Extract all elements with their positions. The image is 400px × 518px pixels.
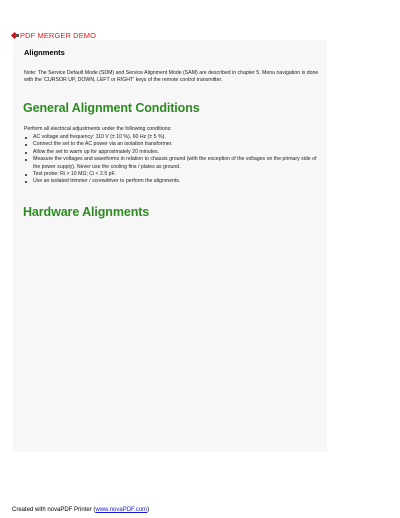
novapdf-link[interactable]: www.novaPDF.com xyxy=(95,507,148,513)
pdf-logo-icon xyxy=(12,32,20,39)
list-item: Use an isolated trimmer / screwdriver to perform the alignments. xyxy=(24,178,324,185)
list-item: Measure the voltages and waveforms in relation to chassis ground (with the exception of the voltages on the primary side of the power supply). Never use the cooling fins / plates as ground. xyxy=(24,156,324,171)
note-paragraph: Note: The Service Default Mode (SDM) and Service Alignment Mode (SAM) are described in chapter 5. Menu navigation is done with the 'CURSOR UP, DOWN, LEFT or RIGHT' keys of the remote control transmitter. xyxy=(24,70,319,84)
conditions-list xyxy=(24,134,324,186)
hardware-alignments-heading: Hardware Alignments xyxy=(23,205,150,219)
list-item: Allow the set to warm up for approximately 20 minutes. xyxy=(24,149,324,156)
list-item: Test probe: Ri > 10 MΩ; Ci < 2.5 pF. xyxy=(24,171,324,178)
banner-text: PDF MERGER DEMO xyxy=(20,31,97,40)
footer-prefix: Created with novaPDF Printer ( xyxy=(12,507,96,513)
footer-suffix: ) xyxy=(147,507,150,513)
footer-credit xyxy=(12,507,149,513)
conditions-intro: Perform all electrical adjustments under the following conditions: xyxy=(24,126,172,132)
list-item: Connect the set to the AC power via an isolation transformer. xyxy=(24,141,324,148)
general-alignment-heading: General Alignment Conditions xyxy=(23,101,200,115)
list-item: AC voltage and frequency: 110 V (± 10 %), 60 Hz (± 5 %). xyxy=(24,134,324,141)
pdf-merger-banner xyxy=(12,31,96,40)
section-title: Alignments xyxy=(24,48,65,57)
